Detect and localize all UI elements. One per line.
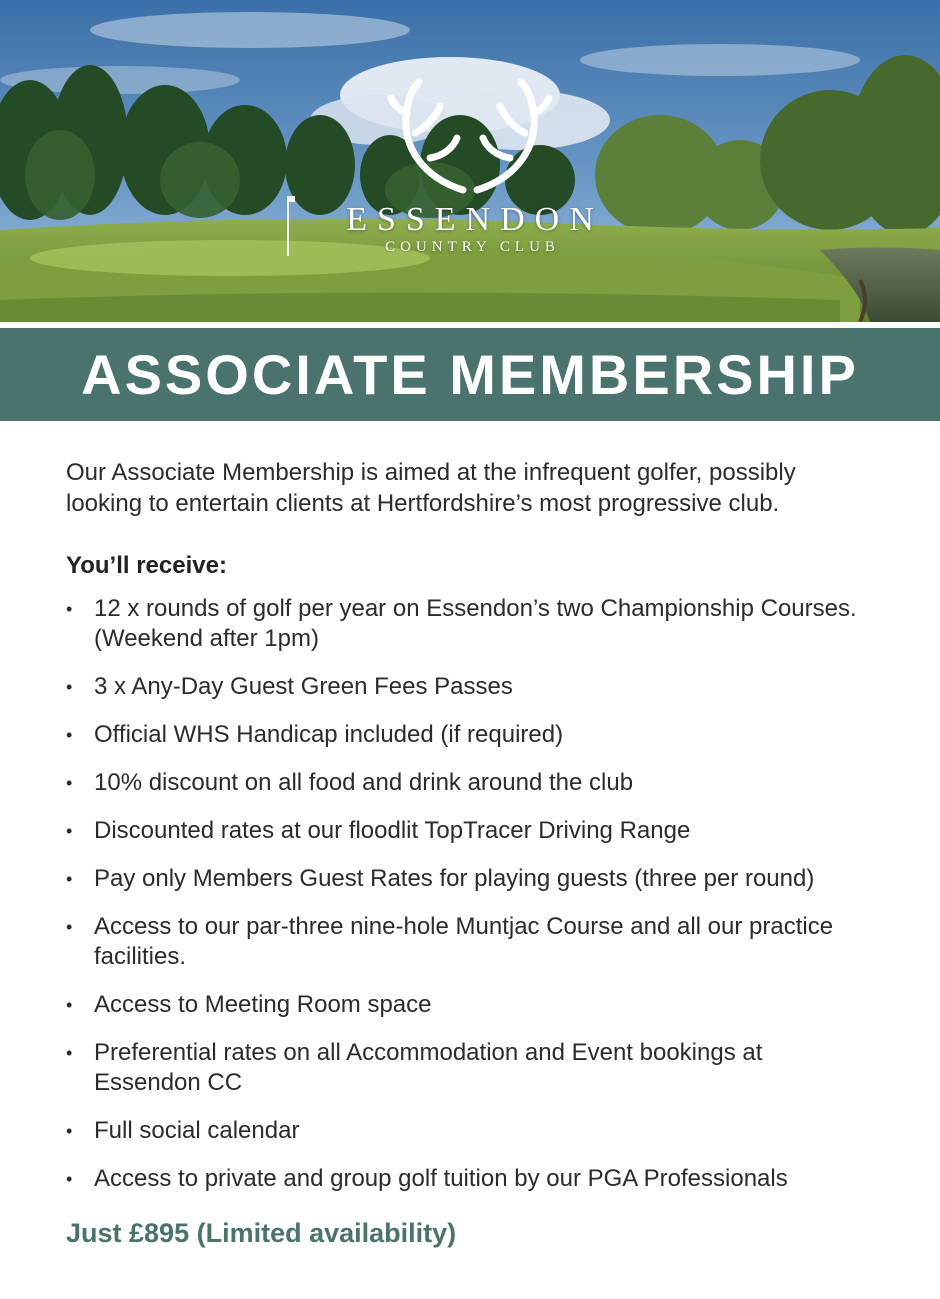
list-item <box>66 768 874 798</box>
membership-details <box>0 421 940 1249</box>
club-logo <box>0 78 940 256</box>
bullet-icon: • <box>66 869 73 889</box>
benefit-text: 3 x Any-Day Guest Green Fees Passes <box>94 673 513 700</box>
price-text: Just £895 (Limited availability) <box>66 1218 457 1248</box>
benefit-text: 10% discount on all food and drink around the club <box>94 769 634 796</box>
benefits-heading: You’ll receive: <box>66 552 227 579</box>
intro-text: Our Associate Membership is aimed at the infrequent golfer, possibly looking to entertain clients at Hertfordshire’s most progressive club. <box>66 459 796 517</box>
list-item <box>66 1164 874 1194</box>
list-item <box>66 1116 874 1146</box>
bullet-icon: • <box>66 917 73 937</box>
list-item <box>66 720 874 750</box>
benefit-text: Access to private and group golf tuition by our PGA Professionals <box>94 1165 788 1192</box>
list-item <box>66 672 874 702</box>
benefit-text: Preferential rates on all Accommodation and Event bookings at Essendon CC <box>94 1039 763 1096</box>
hero-image <box>0 0 940 322</box>
benefit-text: Access to Meeting Room space <box>94 991 432 1018</box>
benefit-text: Official WHS Handicap included (if required) <box>94 721 564 748</box>
bullet-icon: • <box>66 821 73 841</box>
benefits-list <box>66 594 874 1194</box>
bullet-icon: • <box>66 995 73 1015</box>
club-name: ESSENDON <box>346 201 604 238</box>
benefit-text: 12 x rounds of golf per year on Essendon’s two Championship Courses. (Weekend after 1pm) <box>94 595 857 652</box>
bullet-icon: • <box>66 1043 73 1063</box>
bullet-icon: • <box>66 677 73 697</box>
benefit-text: Full social calendar <box>94 1117 300 1144</box>
bullet-icon: • <box>66 1169 73 1189</box>
list-item <box>66 1038 874 1098</box>
bullet-icon: • <box>66 1121 73 1141</box>
club-subtitle: COUNTRY CLUB <box>385 239 560 255</box>
list-item <box>66 864 874 894</box>
page-title: ASSOCIATE MEMBERSHIP <box>0 328 940 421</box>
bullet-icon: • <box>66 773 73 793</box>
bullet-icon: • <box>66 725 73 745</box>
list-item <box>66 990 874 1020</box>
bullet-icon: • <box>66 599 73 619</box>
antlers-icon <box>385 78 555 196</box>
list-item <box>66 594 874 654</box>
benefit-text: Discounted rates at our floodlit TopTracer Driving Range <box>94 817 691 844</box>
benefit-text: Access to our par-three nine-hole Muntjac Course and all our practice facilities. <box>94 913 834 970</box>
benefit-text: Pay only Members Guest Rates for playing guests (three per round) <box>94 865 815 892</box>
list-item <box>66 816 874 846</box>
list-item <box>66 912 874 972</box>
